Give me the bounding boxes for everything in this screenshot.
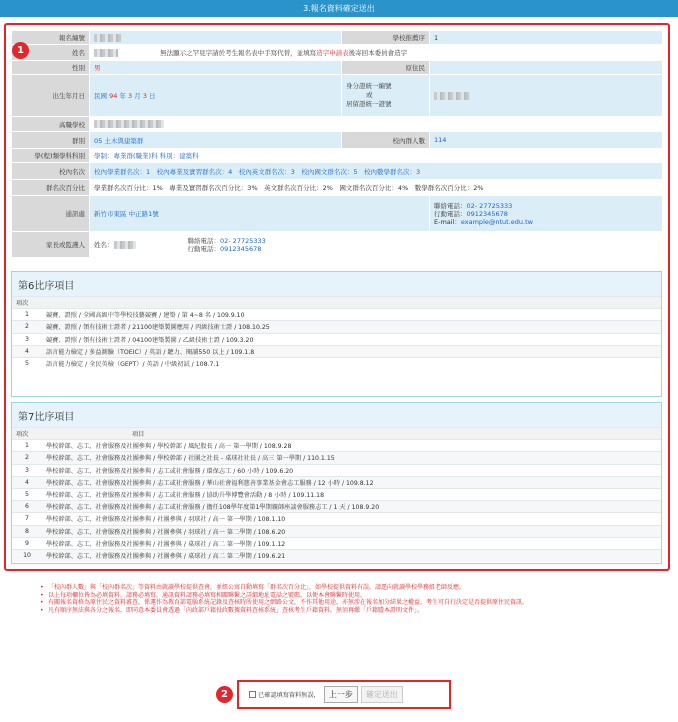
page-header-bar xyxy=(0,0,678,17)
table-row xyxy=(12,345,661,357)
section-7-col-item: 項目 xyxy=(42,428,661,440)
row-number: 4 xyxy=(12,476,42,488)
row-text: 學校幹部、志工、社會服務及社團參與 / 志工或社會服務 / 協助升學博覽會活動 / 8 小時 / 109.11.18 xyxy=(42,488,661,500)
row-text: 學校幹部、志工、社會服務及社團參與 / 社團參與 / 羽球社 / 高一 第一學期 / 108.1.10 xyxy=(42,513,661,525)
group-value: 05 土木與建築群 xyxy=(90,132,342,149)
row-text: 學校幹部、志工、社會服務及社團參與 / 志工或社會服務 / 環保志工 / 60 小時 / 109.6.20 xyxy=(42,464,661,476)
table-row xyxy=(12,452,661,464)
row-number: 8 xyxy=(12,525,42,537)
row-number: 7 xyxy=(12,513,42,525)
row-text: 語言能力檢定 / 多益測驗（TOEIC）/ 英語 / 聽力、閱讀550 以上 / 109.1.8 xyxy=(42,345,661,357)
row-number: 3 xyxy=(12,333,42,345)
row-text: 學校幹部、志工、社會服務及社團參與 / 社團參與 / 桌球社 / 高二 第二學期 / 109.6.21 xyxy=(42,549,661,561)
table-row xyxy=(12,309,661,321)
row-number: 2 xyxy=(12,452,42,464)
row-number: 5 xyxy=(12,488,42,500)
gender-label: 性別 xyxy=(12,61,90,75)
row-text: 學校幹部、志工、社會服務及社團參與 / 學校幹部 / 社團之社長 - 桌球社社長 / 高三 第一學期 / 110.1.15 xyxy=(42,452,661,464)
action-bar xyxy=(237,680,451,709)
table-row xyxy=(12,501,661,513)
birth-value: 民國 94 年 3 月 3 日 xyxy=(90,75,342,117)
table-row xyxy=(12,488,661,500)
aboriginal-value xyxy=(430,61,663,75)
table-row xyxy=(12,549,661,561)
step-badge-1: 1 xyxy=(12,42,29,59)
school-code-value: 1 xyxy=(430,31,663,45)
pct-label: 群名次百分比 xyxy=(12,180,90,196)
row-text: 學校幹部、志工、社會服務及社團參與 / 學校幹部 / 風紀股長 / 高一 第一學期 / 108.9.28 xyxy=(42,440,661,452)
submit-button[interactable]: 確定送出 xyxy=(361,686,403,703)
application-data-panel xyxy=(4,23,670,571)
section-6-header-row xyxy=(12,297,661,309)
table-row xyxy=(12,537,661,549)
glyph-request-link[interactable]: 造字申請表 xyxy=(316,49,349,57)
school-code-label: 學校推薦序 xyxy=(342,31,430,45)
row-number: 2 xyxy=(12,321,42,333)
address-value: 新竹市東區 中正路1號 xyxy=(90,196,430,232)
email-value: example@ntut.edu.tw xyxy=(460,217,533,226)
school-label: 高職學校 xyxy=(12,117,90,132)
note-item: • 凡有順序無法與各分之報名，即同意本委員會透過「內政部戶籍役政數據資料查核系統」查核考生戶籍資料，無須再繳「戶籍謄本證明文件」。 xyxy=(40,607,660,615)
dept-label: 學(程)類學科科別 xyxy=(12,149,90,163)
note-item: • 以上每項欄位皆為必填資料，請務必填寫，通訊資料請務必填寫相關聯繫之詳細地址電話之號碼，以便本會聯繫時使用。 xyxy=(40,592,660,600)
notes-list xyxy=(40,584,660,614)
row-number: 5 xyxy=(12,357,42,369)
id-value xyxy=(430,75,663,117)
class-size-value: 114 xyxy=(430,132,663,149)
guardian-value: 姓名： 聯絡電話：02- 27725333 行動電話：0912345678 xyxy=(90,232,663,258)
rank-value: 校內學業群名次：1 校內專業及實習群名次：4 校內英文群名次：3 校內國文群名次：5 校內數學群名次：3 xyxy=(90,163,663,180)
gender-value: 男 xyxy=(90,61,342,75)
table-row xyxy=(12,476,661,488)
table-row xyxy=(12,525,661,537)
group-label: 群別 xyxy=(12,132,90,149)
row-number: 1 xyxy=(12,440,42,452)
section-7-panel xyxy=(11,402,662,564)
prev-step-button[interactable]: 上一步 xyxy=(324,686,358,703)
table-row xyxy=(12,440,661,452)
contact-block: 聯絡電話：02- 27725333 行動電話：0912345678 E-mail：example@ntut.edu.tw xyxy=(430,196,663,232)
applicant-info-table xyxy=(11,30,663,258)
row-number: 1 xyxy=(12,309,42,321)
note-item: • 「校內群人數」與「校內群名次」等資料由就讀學校提供查會，並經公寓自動填寫「群名次百分比」，如學校提供資料有誤，請逕向就讀學校學務組老師反應。 xyxy=(40,584,660,592)
id-label: 身分證統一編號 或 居留證統一證號 xyxy=(342,75,430,117)
table-row xyxy=(12,321,661,333)
section-7-header-row xyxy=(12,428,661,440)
table-row xyxy=(12,357,661,369)
birth-label: 出生年月日 xyxy=(12,75,90,117)
tel-value: 02- 27725333 xyxy=(466,201,513,210)
confirm-checkbox[interactable] xyxy=(249,690,320,699)
exam-no-value xyxy=(90,31,342,45)
row-number: 10 xyxy=(12,549,42,561)
table-row xyxy=(12,464,661,476)
row-text: 語言能力檢定 / 全民英檢（GEPT）/ 英語 / 中級初試 / 108.7.1 xyxy=(42,357,661,369)
section-7-table xyxy=(12,427,661,562)
row-number: 9 xyxy=(12,537,42,549)
row-number: 4 xyxy=(12,345,42,357)
address-label: 通訊處 xyxy=(12,196,90,232)
row-text: 學校幹部、志工、社會服務及社團參與 / 志工或社會服務 / 擔任108學年度第1學期親師座談會服務志工 / 1 天 / 108.9.20 xyxy=(42,501,661,513)
aboriginal-label: 原住民 xyxy=(342,61,430,75)
row-number: 6 xyxy=(12,501,42,513)
dept-value: 學制：專業群(職業)科 科別：建築科 xyxy=(90,149,663,163)
checkbox-box[interactable] xyxy=(249,691,256,698)
name-label: 姓名 xyxy=(12,45,90,61)
row-text: 學校幹部、志工、社會服務及社團參與 / 社團參與 / 桌球社 / 高二 第一學期 / 109.1.12 xyxy=(42,537,661,549)
section-7-col-no: 項次 xyxy=(12,428,42,440)
section-6-col-no: 項次 xyxy=(12,297,42,309)
row-text: 競賽、證照 / 領有技術士證者 / 04100建築製圖 / 乙級技術士證 / 109.3.20 xyxy=(42,333,661,345)
step-badge-2: 2 xyxy=(216,686,233,703)
rank-label: 校內名次 xyxy=(12,163,90,180)
name-note: 無法顯示之罕見字請於考生報名表中手寫代替，並填寫 xyxy=(160,49,317,57)
pct-value: 學業群名次百分比：1% 專業及實習群名次百分比：3% 英文群名次百分比：2% 國文群名次百分比：4% 數學群名次百分比：2% xyxy=(90,180,663,196)
row-text: 競賽、證照 / 全國高級中等學校技藝競賽 / 建築 / 第 4~8 名 / 109.9.10 xyxy=(42,309,661,321)
row-text: 學校幹部、志工、社會服務及社團參與 / 社團參與 / 羽球社 / 高一 第二學期 / 108.6.20 xyxy=(42,525,661,537)
guardian-label: 家長或監護人 xyxy=(12,232,90,258)
table-row xyxy=(12,513,661,525)
section-7-title: 第7比序項目 xyxy=(12,403,661,427)
name-note-suffix: 後寄回本委員會造字 xyxy=(348,49,408,57)
section-6-title: 第6比序項目 xyxy=(12,272,661,296)
class-size-label: 校內群人數 xyxy=(342,132,430,149)
page-title: 3.報名資料確定送出 xyxy=(303,4,375,13)
row-number: 3 xyxy=(12,464,42,476)
confirm-label: 已確認填寫資料無誤， xyxy=(258,692,320,699)
row-text: 學校幹部、志工、社會服務及社團參與 / 志工或社會服務 / 華山社會福利慈善事業基金會志工服務 / 12 小時 / 109.8.12 xyxy=(42,476,661,488)
mobile-value: 0912345678 xyxy=(466,209,508,218)
section-6-panel xyxy=(11,271,662,397)
table-row xyxy=(12,333,661,345)
section-6-table xyxy=(12,296,661,370)
exam-no-label: 報名編號 xyxy=(12,31,90,45)
row-text: 競賽、證照 / 領有技術士證者 / 21100建築製圖應用 / 丙級技術士證 / 108.10.25 xyxy=(42,321,661,333)
name-value xyxy=(90,45,663,61)
note-item: • 有關報名資格為原住民之資料審查，係運作為教育部電腦系統記錄及查核時所使用之網路公文，不作其他用途，亦無涉在報名加分結果之權益，考生可自行決定是否提供原住民資訊。 xyxy=(40,599,660,607)
school-value xyxy=(90,117,663,132)
